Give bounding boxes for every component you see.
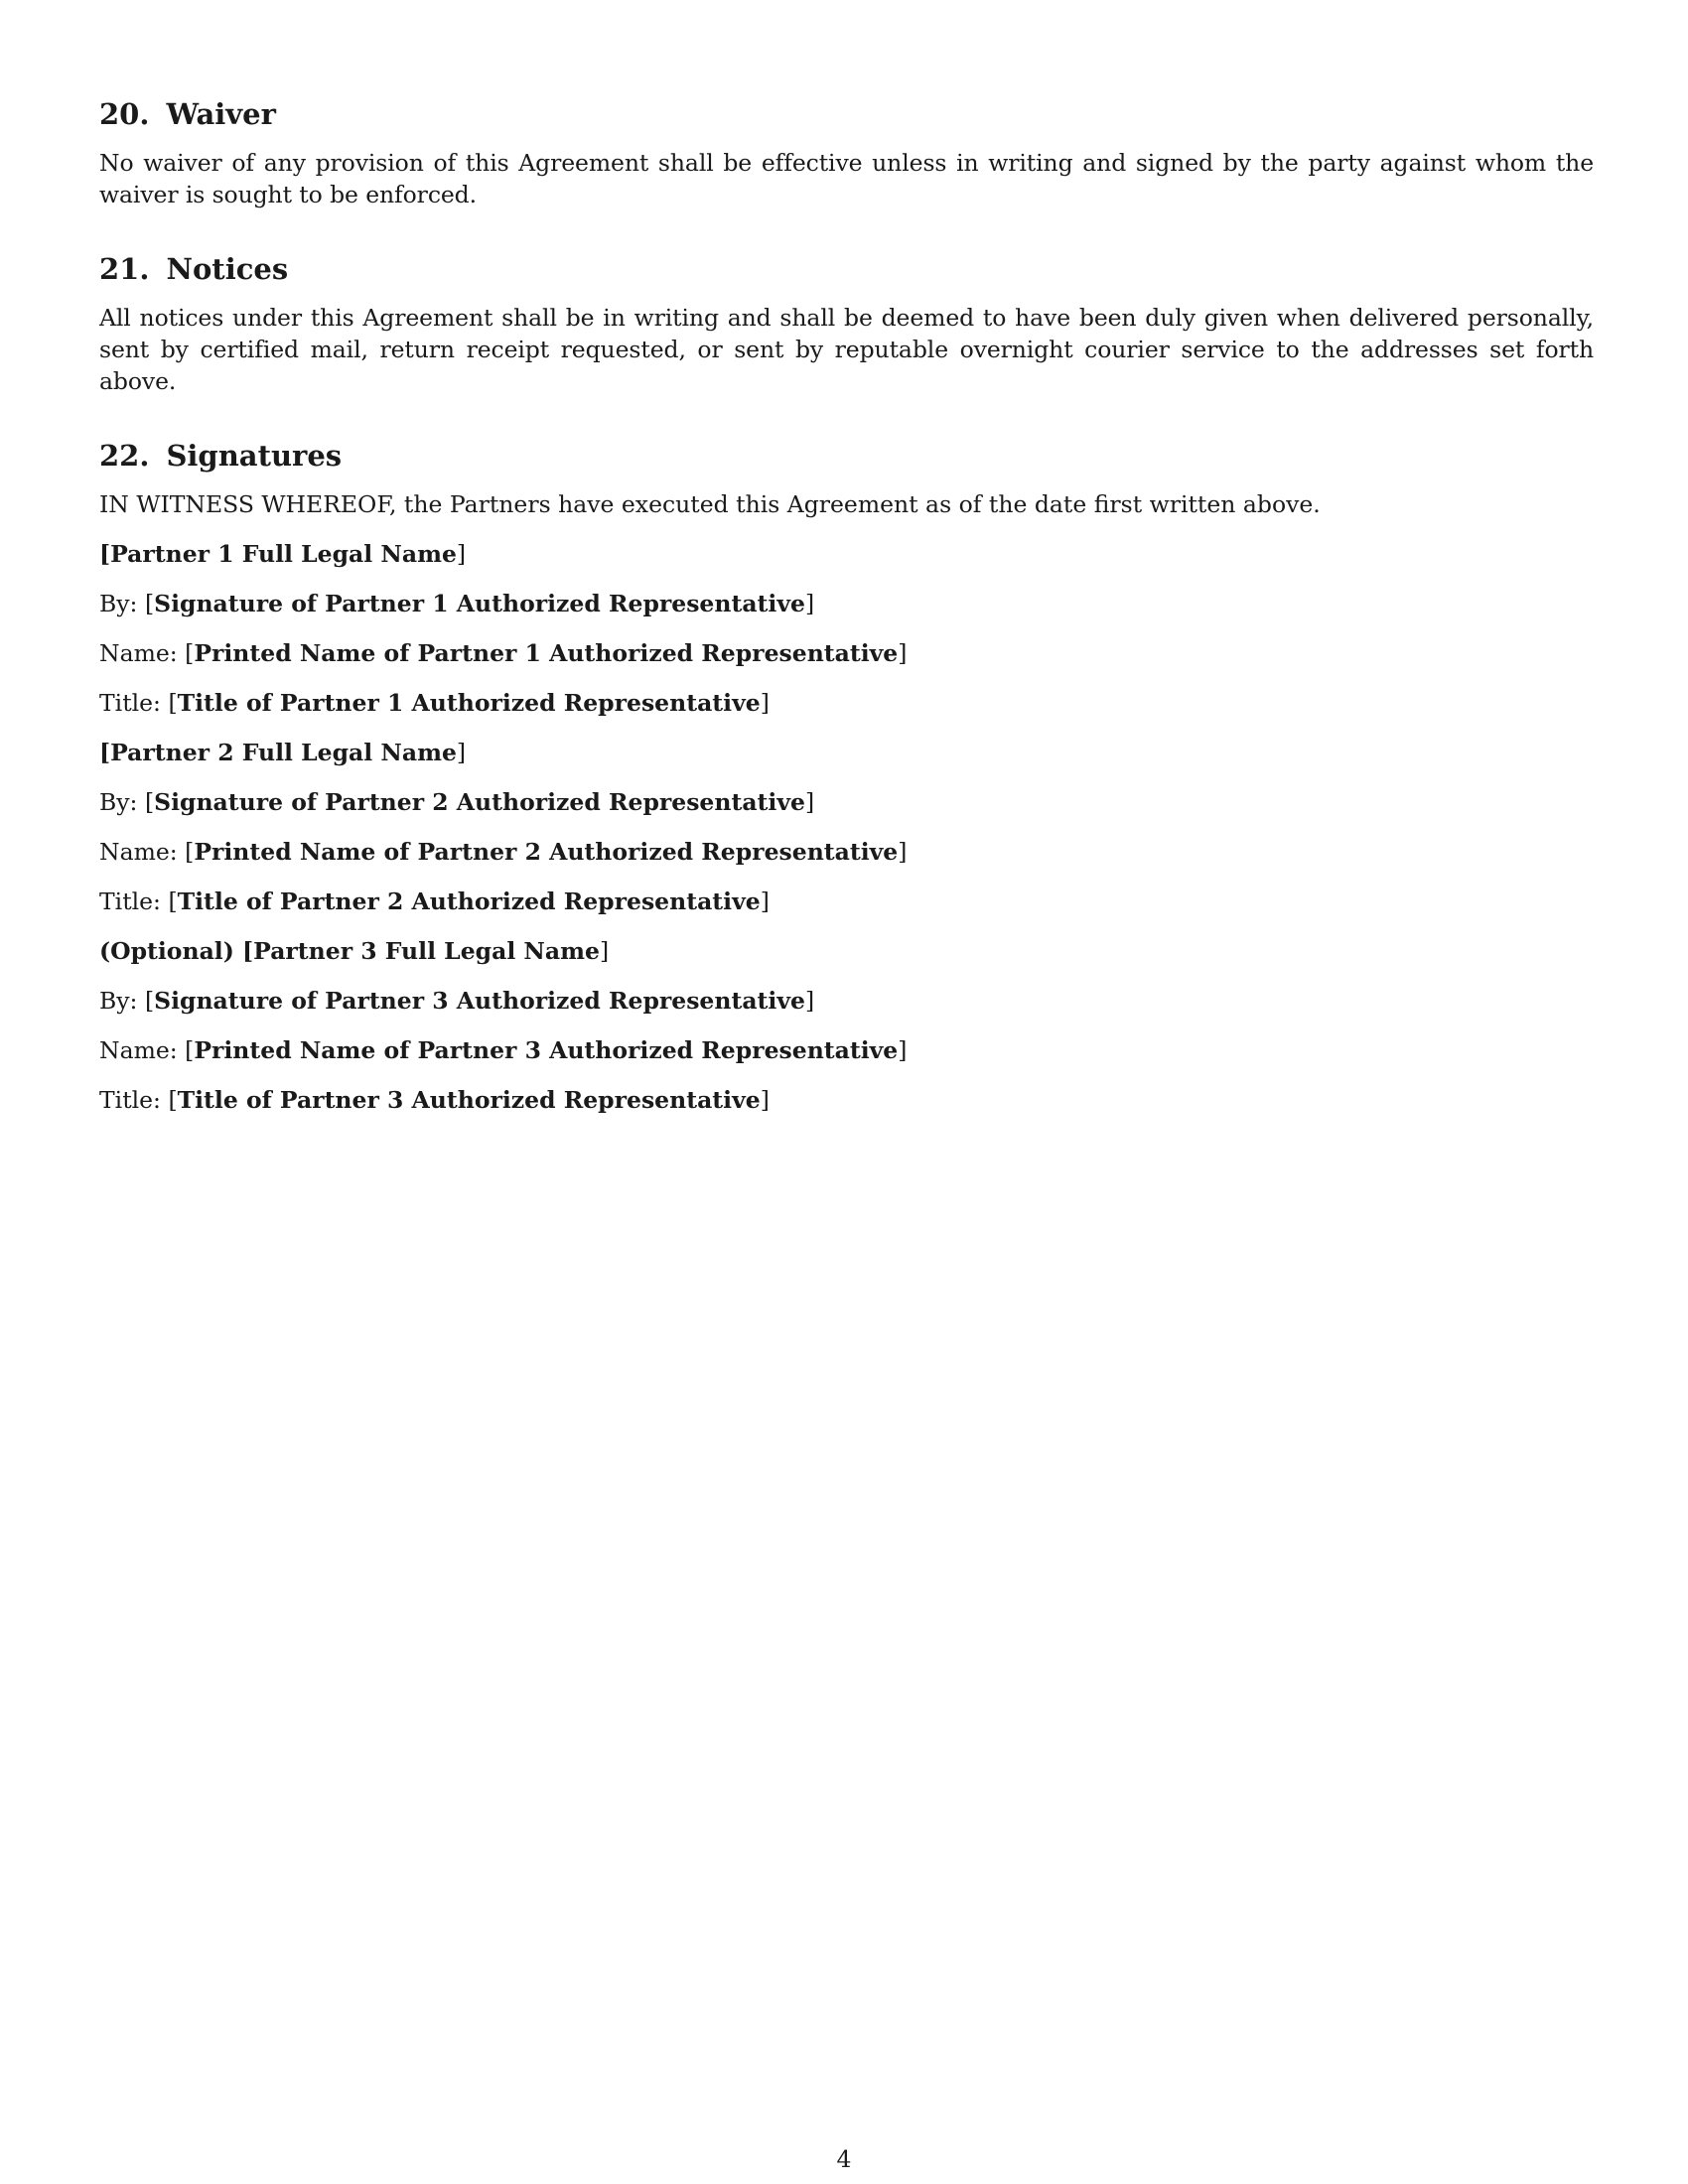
signature-by-line: By: [Signature of Partner 1 Authorized Representative] <box>99 590 815 617</box>
printed-name-placeholder: Printed Name of Partner 3 Authorized Representative <box>194 1036 899 1064</box>
party-name: Partner 2 Full Legal Name <box>110 739 457 766</box>
party-name-line <box>99 935 1594 967</box>
title-label: Title: <box>99 1086 169 1114</box>
title-label: Title: <box>99 887 169 915</box>
title-placeholder: Title of Partner 3 Authorized Representative <box>177 1086 761 1114</box>
signature-placeholder: Signature of Partner 2 Authorized Representative <box>154 788 805 816</box>
section-waiver <box>99 95 1594 210</box>
by-label: By: <box>99 987 145 1015</box>
bracket-close: ] <box>456 540 467 568</box>
party-name-line <box>99 737 1594 768</box>
section-number: 21. <box>99 252 150 286</box>
title-label: Title: <box>99 689 169 717</box>
signature-placeholder: Signature of Partner 3 Authorized Representative <box>154 987 805 1015</box>
party-name-line <box>99 538 1594 570</box>
bracket-open: [ <box>242 937 254 965</box>
signature-name-line: Name: [Printed Name of Partner 3 Authorized Representative] <box>99 1036 908 1064</box>
page-number: 4 <box>836 2145 852 2173</box>
signature-block-partner-3 <box>99 935 1594 1116</box>
bracket-close: ] <box>456 739 467 766</box>
signature-by-line: By: [Signature of Partner 3 Authorized Representative] <box>99 987 815 1015</box>
by-label: By: <box>99 788 145 816</box>
signature-placeholder: Signature of Partner 1 Authorized Representative <box>154 590 805 617</box>
printed-name-placeholder: Printed Name of Partner 1 Authorized Representative <box>194 639 899 667</box>
signature-title-line: Title: [Title of Partner 1 Authorized Representative] <box>99 689 770 717</box>
bracket-open: [ <box>99 540 111 568</box>
section-heading <box>99 95 1594 133</box>
section-number: 20. <box>99 97 150 131</box>
section-notices <box>99 250 1594 397</box>
signature-title-line: Title: [Title of Partner 2 Authorized Representative] <box>99 887 770 915</box>
section-body: No waiver of any provision of this Agreement shall be effective unless in writing and signed by the party against whom the waiver is sought to be enforced. <box>99 149 1594 208</box>
witness-statement: IN WITNESS WHEREOF, the Partners have executed this Agreement as of the date first written above. <box>99 490 1321 518</box>
name-label: Name: <box>99 838 186 866</box>
printed-name-placeholder: Printed Name of Partner 2 Authorized Representative <box>194 838 899 866</box>
section-title: Signatures <box>166 439 343 473</box>
bracket-open: [ <box>99 739 111 766</box>
name-label: Name: <box>99 639 186 667</box>
bracket-close: ] <box>599 937 610 965</box>
section-title: Notices <box>166 252 289 286</box>
signature-block-partner-1 <box>99 538 1594 719</box>
signature-title-line: Title: [Title of Partner 3 Authorized Representative] <box>99 1086 770 1114</box>
section-number: 22. <box>99 439 150 473</box>
section-body: All notices under this Agreement shall be in writing and shall be deemed to have been duly given when delivered personally, sent by certified mail, return receipt requested, or sent by reputable overnight courier service to the addresses set forth above. <box>99 304 1594 395</box>
signature-by-line: By: [Signature of Partner 2 Authorized Representative] <box>99 788 815 816</box>
signature-name-line: Name: [Printed Name of Partner 1 Authorized Representative] <box>99 639 908 667</box>
section-heading <box>99 250 1594 288</box>
party-name: Partner 3 Full Legal Name <box>253 937 600 965</box>
signature-block-partner-2 <box>99 737 1594 917</box>
party-name: Partner 1 Full Legal Name <box>110 540 457 568</box>
section-title: Waiver <box>166 97 276 131</box>
section-signatures <box>99 437 1594 1116</box>
section-heading <box>99 437 1594 475</box>
by-label: By: <box>99 590 145 617</box>
title-placeholder: Title of Partner 1 Authorized Representative <box>177 689 761 717</box>
title-placeholder: Title of Partner 2 Authorized Representative <box>177 887 761 915</box>
optional-prefix: (Optional) <box>99 937 243 965</box>
name-label: Name: <box>99 1036 186 1064</box>
document-page <box>99 95 1594 1134</box>
signature-name-line: Name: [Printed Name of Partner 2 Authorized Representative] <box>99 838 908 866</box>
